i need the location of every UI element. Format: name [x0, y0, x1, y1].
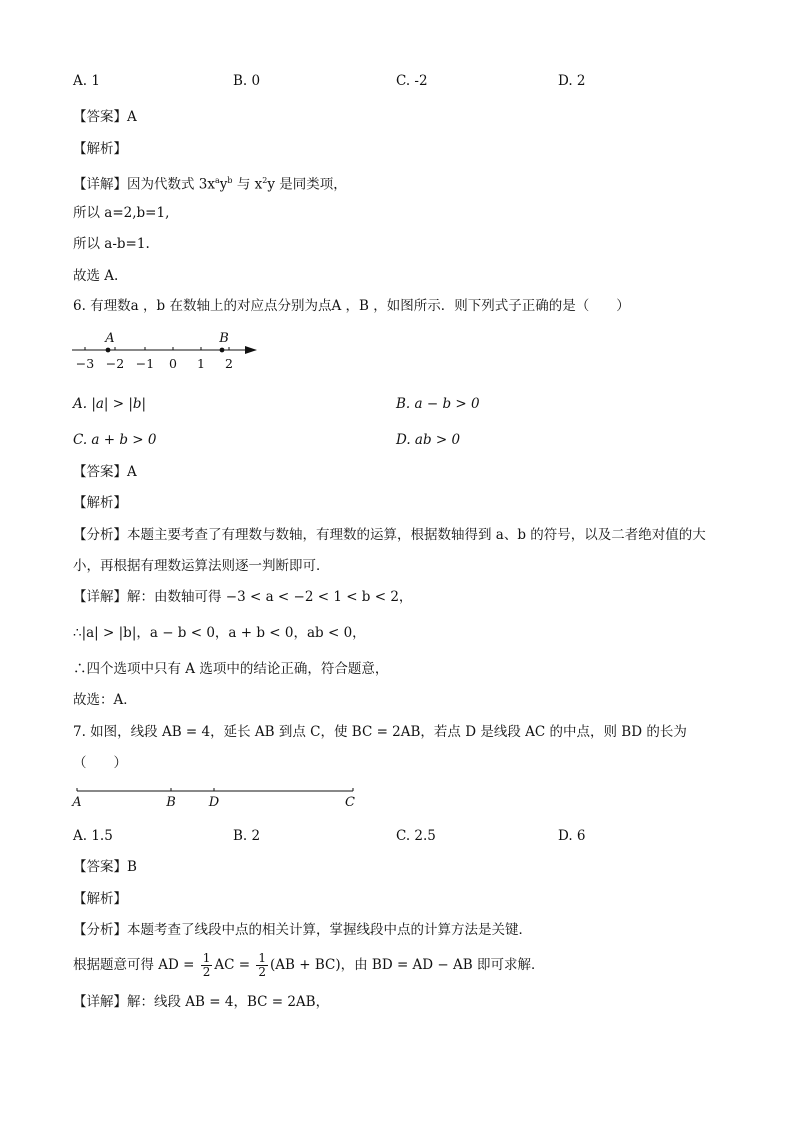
q7-option-d: D. 6	[558, 828, 586, 844]
q6-detail-line: ∴|a| > |b|，a − b < 0，a + b < 0，ab < 0，	[73, 625, 366, 641]
tick-label: −3	[75, 356, 95, 371]
q5-answer: 【答案】A	[73, 109, 137, 125]
fraction-one-half	[201, 952, 213, 979]
q7-formula-text: AC =	[214, 957, 255, 973]
q7-option-b: B. 2	[233, 828, 261, 844]
point-c-label: C	[345, 795, 355, 810]
tick-label: 1	[197, 356, 205, 371]
q6-option-d: D. ab > 0	[396, 432, 461, 448]
point-b-label: B	[166, 795, 176, 810]
tick-label: −2	[105, 356, 125, 371]
q7-option-c: C. 2.5	[396, 828, 436, 844]
q5-option-b: B. 0	[233, 73, 261, 89]
fraction-numerator: 1	[202, 951, 211, 965]
point-a-dot	[106, 348, 111, 353]
q5-detail-text: y 是同类项，	[267, 176, 347, 193]
point-a-label: A	[72, 795, 82, 810]
segment-figure	[68, 782, 368, 810]
arrowhead-icon	[245, 346, 257, 354]
q6-answer: 【答案】A	[73, 464, 137, 480]
fraction-numerator: 1	[258, 951, 267, 965]
tick-label: 0	[169, 356, 177, 371]
q7-stem: 7. 如图，线段 AB = 4，延长 AB 到点 C，使 BC = 2AB，若点 D 是线段 AC 的中点，则 BD 的长为	[73, 724, 687, 740]
q7-formula-line	[73, 950, 545, 980]
q6-option-c: C. a + b > 0	[73, 432, 157, 448]
q5-line: 故选 A.	[73, 268, 119, 284]
fraction-denominator: 2	[258, 965, 267, 979]
point-b-dot	[220, 348, 225, 353]
q5-line: 所以 a=2,b=1,	[73, 205, 170, 221]
q7-fenxi-line: 【分析】本题考查了线段中点的相关计算，掌握线段中点的计算方法是关键．	[73, 922, 532, 938]
q5-analysis-heading: 【解析】	[73, 141, 127, 157]
q6-stem: 6. 有理数a ，b 在数轴上的对应点分别为点A ，B ，如图所示．则下列式子正确的是（ ）	[73, 298, 630, 314]
q5-detail	[73, 171, 347, 195]
q5-option-c: C. -2	[396, 73, 428, 89]
point-d-label: D	[208, 795, 220, 810]
fraction-denominator: 2	[202, 965, 211, 979]
q6-detail-line: ∴四个选项中只有 A 选项中的结论正确，符合题意，	[73, 661, 389, 677]
q5-detail-text: 与 x	[232, 176, 263, 193]
q5-option-a: A. 1	[73, 73, 100, 89]
tick-label: −1	[135, 356, 155, 371]
q5-detail-text: 【详解】因为代数式 3x	[73, 176, 215, 193]
q5-option-d: D. 2	[558, 73, 586, 89]
q5-exponent-a: a	[215, 176, 220, 185]
q5-exponent-2: 2	[262, 176, 268, 185]
q7-formula-text: 根据题意可得 AD =	[73, 957, 199, 973]
q6-detail-line: 【详解】解：由数轴可得 −3 < a < −2 < 1 < b < 2，	[73, 589, 413, 605]
tick-label: 2	[225, 356, 233, 371]
q6-option-b: B. a − b > 0	[396, 396, 480, 412]
point-b-label: B	[219, 331, 229, 346]
point-a-label: A	[105, 331, 115, 346]
q5-line: 所以 a-b=1.	[73, 236, 150, 252]
q6-fenxi-line: 【分析】本题主要考查了有理数与数轴，有理数的运算，根据数轴得到 a、b 的符号，以及二者绝对值的大	[73, 527, 706, 543]
q7-analysis-heading: 【解析】	[73, 891, 127, 907]
q7-formula-text: (AB + BC)，由 BD = AD − AB 即可求解．	[270, 957, 545, 973]
q5-exponent-b: b	[227, 176, 233, 185]
q7-detail-line: 【详解】解：线段 AB = 4，BC = 2AB，	[73, 994, 330, 1010]
q7-stem-bracket: （ ）	[73, 755, 127, 771]
q7-option-a: A. 1.5	[73, 828, 113, 844]
q6-analysis-heading: 【解析】	[73, 495, 127, 511]
fraction-one-half	[256, 952, 268, 979]
q5-detail-text: y	[219, 176, 228, 193]
q7-answer: 【答案】B	[73, 859, 137, 875]
q6-detail-line: 故选：A．	[73, 692, 137, 708]
q6-option-a: A. |a| > |b|	[73, 396, 147, 412]
number-line-figure	[66, 326, 266, 374]
q6-fenxi-line: 小，再根据有理数运算法则逐一判断即可．	[73, 558, 330, 574]
